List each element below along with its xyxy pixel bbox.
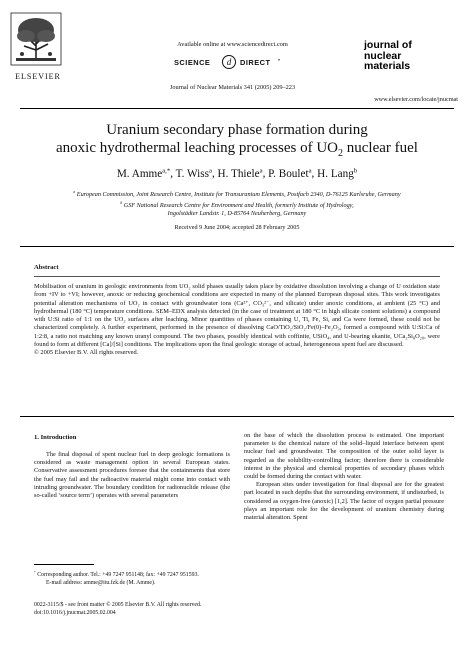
affiliations bbox=[40, 188, 434, 218]
affiliation-b: $^b$ GSF National Research Centre for Environment and Health, formerly Institute of Hydrology, bbox=[120, 201, 354, 210]
section-heading-introduction: 1. Introduction bbox=[34, 434, 77, 441]
author[interactable]: M. Amme$^{a,*}$ bbox=[116, 167, 171, 180]
journal-url[interactable]: www.elsevier.com/locate/jnucmat bbox=[374, 96, 458, 103]
doi-link[interactable]: doi:10.1016/j.jnucmat.2005.02.004 bbox=[34, 609, 116, 616]
intro-paragraph: The final disposal of spent nuclear fuel in deep geologic formations is considered as waste management option in several European states. Conservative assessment procedures foresee that the containments that store the fuel may fail and the radioactive material might come into contact with intruding groundwater. The boundary condition for radionuclide release (the so-called ‘source term’) operates with several parameters bbox=[34, 451, 230, 500]
affiliation-b-address: Ingolstädter Landstr. 1, D-85764 Neuherberg, Germany bbox=[167, 210, 307, 218]
footnote-email[interactable]: E-mail address: amme@itu.fzk.de (M. Amme). bbox=[46, 579, 156, 586]
journal-of-nuclear-materials-logo bbox=[364, 40, 450, 88]
journal-logo-line: materials bbox=[364, 60, 411, 72]
abstract-top-rule bbox=[20, 246, 454, 247]
journal-logo-line: nuclear bbox=[364, 49, 402, 62]
header-rule bbox=[20, 108, 454, 109]
author[interactable]: T. Wiss$^a$ bbox=[175, 167, 212, 180]
affiliation-a: $^a$ European Commission, Joint Research Centre, Institute for Transuranium Elements, Postfach 2340, D-76125 Karlsruhe, Germany bbox=[73, 190, 401, 199]
trademark-mark: • bbox=[278, 58, 281, 64]
sciencedirect-logo bbox=[168, 55, 302, 69]
sciencedirect-right: DIRECT bbox=[240, 58, 271, 67]
footnote-rule bbox=[34, 564, 94, 565]
abstract-copyright: © 2005 Elsevier B.V. All rights reserved. bbox=[34, 349, 139, 356]
abstract-heading-rule bbox=[34, 276, 440, 277]
elsevier-logo bbox=[10, 12, 66, 82]
available-online-text: Available online at www.sciencedirect.com bbox=[177, 41, 288, 48]
intro-paragraph: European sites under investigation for final disposal are for the greatest part located in such depths that the surrounding environment, if undisturbed, is considered as oxygen-free (anoxic) [1,2]. The factor of oxygen partial pressure plays an important role for the development of uranium chemistry during material alteration. Spent bbox=[244, 481, 444, 522]
footnote-line: Corresponding author. Tel.: +49 7247 951148; fax: +49 7247 951593. bbox=[37, 571, 199, 578]
abstract-bottom-rule bbox=[20, 416, 454, 417]
publisher-name: ELSEVIER bbox=[15, 72, 61, 81]
article-identifiers bbox=[34, 602, 274, 617]
journal-logo-line: journal of bbox=[364, 39, 412, 51]
corresponding-author-footnote: * Corresponding author. Tel.: +49 7247 951148; fax: +49 7247 951593. E-mail address: amme@itu.fzk.de (M. Amme). bbox=[34, 569, 230, 587]
issn-line: 0022-3115/$ - see front matter © 2005 Elsevier B.V. All rights reserved. bbox=[34, 602, 202, 608]
svg-text:d: d bbox=[226, 57, 232, 67]
author[interactable]: H. Thiele$^a$ bbox=[217, 167, 263, 180]
elsevier-tree-emblem-icon bbox=[10, 12, 62, 66]
article-title bbox=[30, 121, 444, 163]
author[interactable]: P. Boulet$^a$ bbox=[268, 167, 312, 180]
intro-paragraph-continued: on the base of which the dissolution process is estimated. One important parameter is the chemical nature of the solid–liquid interface between spent nuclear fuel and groundwater. The composition of the outer solid layer is regarded as the solubility-controlling factor; therefore there is considerable interest in the physical and chemical properties of secondary phases which could be formed during the contact with water. bbox=[244, 432, 444, 481]
right-column bbox=[244, 432, 444, 522]
sciencedirect-at-icon bbox=[220, 54, 238, 70]
title-line-1: Uranium secondary phase formation during bbox=[106, 122, 368, 138]
abstract-heading: Abstract bbox=[34, 264, 59, 271]
left-column bbox=[34, 451, 230, 500]
journal-citation: Journal of Nuclear Materials 341 (2005) 209–223 bbox=[169, 84, 296, 91]
sciencedirect-left: SCIENCE bbox=[174, 58, 211, 67]
author-list: M. Amme$^{a,*}$, T. Wiss$^a$, H. Thiele$^a$, P. Boulet$^a$, H. Lang$^b$ bbox=[116, 167, 358, 180]
title-line-2: anoxic hydrothermal leaching processes of $UO_2$ nuclear fuel bbox=[56, 140, 418, 159]
abstract-body bbox=[34, 283, 440, 357]
received-dates: Received 9 June 2004; accepted 28 February 2005 bbox=[174, 224, 300, 231]
abstract-text: Mobilisation of uranium in geologic environments from UO₂ solid phases usually takes place by oxidative dissolution involving a change of U oxidation state from +IV to +VI; however, anoxic or reducing geochemical conditions are expected in many of the planned European disposal sites. This work investigates potential alteration mechanisms of UO₂ in contact with groundwater ions (Ca²⁺, CO₃²⁻, and silicate) under anoxic conditions, at ambient (25 °C) and hydrothermal (180 °C) temperature conditions. SEM–EDX analysis detected (in the case of treatment at 180 °C in high silicate content solutions) a compound with U:Si ratio of 1:1 on the UO₂ surfaces after leaching. Minor quantities of phases containing U, Ti, Fe, Si, and Ca were formed, these could not be characterized completely. A further experiment, performed in the presence of dissolving CaO/TiO₂/SiO₂/Fe(0)–Fe₂O₃, formed a compound with U:Si:Ca of 1:2:8, a ratio not matching any known uranyl compound. The two phases, possibly identical with coffinite, USiO₄, and U-bearing ekanite, UCa₂Si₈O₂₀, were found to form at different [Ca]/[Si] conditions. The implications upon the final geologic storage of actual, heterogeneous spent fuel are discussed. bbox=[34, 283, 440, 348]
author[interactable]: H. Lang$^b$ bbox=[317, 167, 358, 180]
